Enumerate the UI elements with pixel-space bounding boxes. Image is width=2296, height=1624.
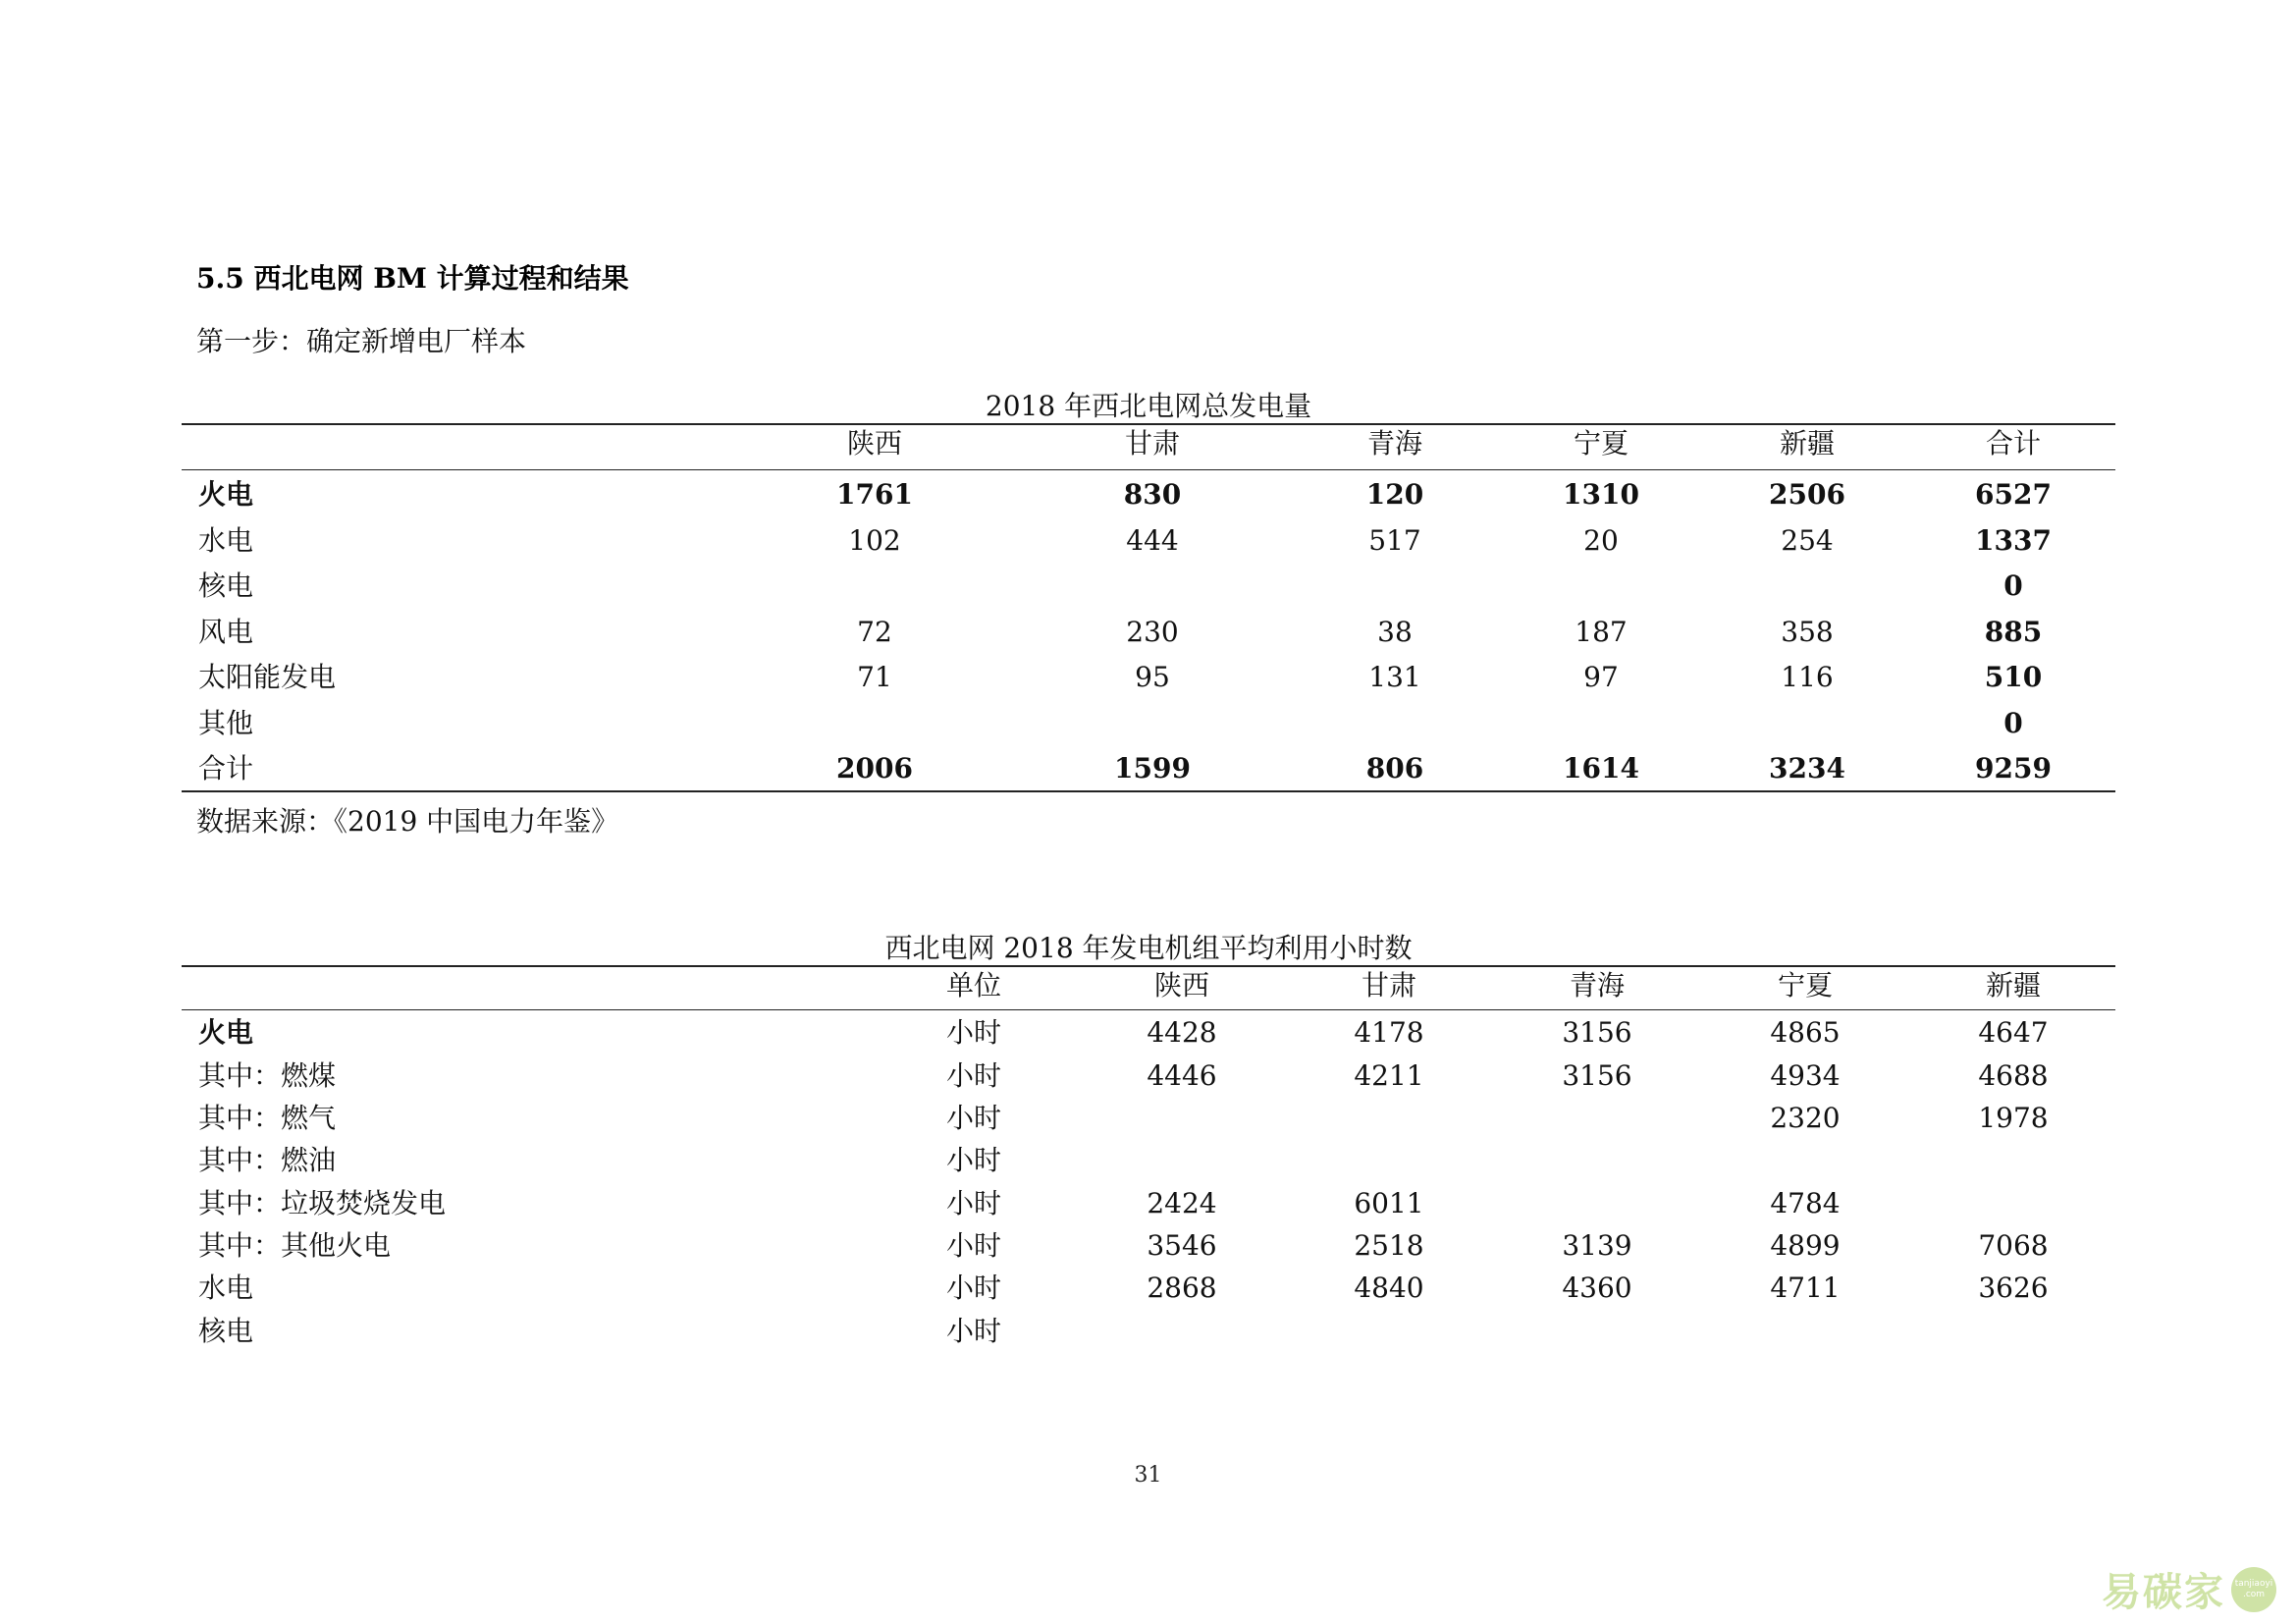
table2-cell: 4840 [1354,1272,1424,1304]
table2-column-header: 青海 [1569,969,1626,1001]
table1-row-label: 其他 [198,707,254,739]
table1-cell: 9259 [1975,752,2052,785]
table1-column-header: 甘肃 [1124,427,1181,460]
table1-row-label: 核电 [198,569,254,602]
table2-cell: 3156 [1562,1059,1632,1092]
table2-cell: 3626 [1978,1272,2049,1304]
table2-row-label: 火电 [198,1016,254,1049]
table2-cell: 3546 [1147,1229,1217,1262]
table1-cell: 806 [1365,752,1424,785]
table1-cell: 444 [1126,524,1179,557]
table1-column-header: 青海 [1366,427,1423,460]
table2-cell: 4865 [1770,1016,1841,1049]
table2-cell: 2424 [1147,1187,1217,1219]
table1-column-header: 宁夏 [1573,427,1629,460]
table1-cell: 120 [1365,478,1424,511]
table1-cell: 358 [1781,616,1834,648]
table2-column-header: 单位 [945,969,1002,1001]
table2-column-header: 甘肃 [1361,969,1417,1001]
table2-row-label: 其中：燃煤 [198,1059,337,1092]
table2-column-header: 新疆 [1985,969,2042,1001]
table1-cell: 97 [1583,661,1619,693]
table2-row-label: 其中：垃圾焚烧发电 [198,1187,447,1219]
table2-unit-cell: 小时 [945,1016,1002,1049]
table1-cell: 72 [857,616,892,648]
table2-cell: 3139 [1562,1229,1632,1262]
table1-bottom-rule [182,790,2115,792]
table1-cell: 116 [1781,661,1834,693]
table2-cell: 4711 [1770,1272,1841,1304]
table2-cell: 4360 [1562,1272,1632,1304]
watermark-domain-badge [2231,1567,2276,1612]
table2-caption: 西北电网 2018 年发电机组平均利用小时数 [884,932,1413,964]
table1-cell: 2506 [1769,478,1845,511]
table1-cell: 1310 [1563,478,1639,511]
table1-cell: 1614 [1563,752,1639,785]
table1-column-header: 合计 [1985,427,2042,460]
table1-cell: 517 [1368,524,1421,557]
table2-row-label: 水电 [198,1272,254,1304]
table1-cell: 71 [857,661,892,693]
table1-cell: 1337 [1975,524,2052,557]
table2-cell: 2868 [1147,1272,1217,1304]
table2-cell: 4178 [1354,1016,1424,1049]
table2-cell: 2518 [1354,1229,1424,1262]
table1-cell: 20 [1583,524,1619,557]
table1-cell: 2006 [836,752,913,785]
table1-cell: 6527 [1975,478,2052,511]
table2-cell: 4211 [1354,1059,1424,1092]
table2-cell: 4428 [1147,1016,1217,1049]
table2-column-header: 陕西 [1153,969,1210,1001]
table1-cell: 510 [1984,661,2043,693]
table1-caption: 2018 年西北电网总发电量 [985,390,1312,422]
table1-cell: 102 [848,524,901,557]
table1-column-header: 陕西 [846,427,903,460]
watermark-brand: 易碳家 [2102,1570,2225,1615]
section-heading: 5.5 西北电网 BM 计算过程和结果 [196,262,629,295]
table1-cell: 0 [2003,569,2023,602]
table2-row-label: 其中：燃气 [198,1102,337,1134]
table2-unit-cell: 小时 [945,1102,1002,1134]
table2-unit-cell: 小时 [945,1059,1002,1092]
table2-cell: 4934 [1770,1059,1841,1092]
table1-cell: 830 [1123,478,1182,511]
watermark-logo [2102,1561,2276,1617]
table1-cell: 131 [1368,661,1421,693]
table1-cell: 3234 [1769,752,1845,785]
table1-row-label: 水电 [198,524,254,557]
table1-row-label: 火电 [198,478,254,511]
table2-header-rule [182,1009,2115,1010]
table2-cell: 4688 [1978,1059,2049,1092]
table1-cell: 95 [1135,661,1170,693]
table1-cell: 38 [1377,616,1413,648]
table1-cell: 254 [1781,524,1834,557]
table2-cell: 3156 [1562,1016,1632,1049]
table2-unit-cell: 小时 [945,1315,1002,1347]
page-number: 31 [1134,1463,1162,1488]
table2-unit-cell: 小时 [945,1187,1002,1219]
table2-row-label: 其中：燃油 [198,1144,337,1176]
table1-top-rule [182,423,2115,425]
table2-column-header: 宁夏 [1777,969,1834,1001]
table1-cell: 230 [1126,616,1179,648]
table1-cell: 1599 [1114,752,1191,785]
table2-unit-cell: 小时 [945,1144,1002,1176]
table2-row-label: 其中：其他火电 [198,1229,392,1262]
table1-cell: 885 [1984,616,2043,648]
table1-column-header: 新疆 [1779,427,1836,460]
table2-cell: 4784 [1770,1187,1841,1219]
watermark-domain-bottom: .com [2242,1589,2266,1599]
table2-top-rule [182,965,2115,967]
table1-row-label: 太阳能发电 [198,661,337,693]
table2-cell: 4446 [1147,1059,1217,1092]
table2-cell: 4899 [1770,1229,1841,1262]
table1-source: 数据来源：《2019 中国电力年鉴》 [196,805,619,838]
table2-cell: 4647 [1978,1016,2049,1049]
watermark-domain-top: tanjiaoyi [2234,1578,2273,1589]
table1-cell: 0 [2003,707,2023,739]
table2-cell: 2320 [1770,1102,1841,1134]
table1-cell: 1761 [836,478,913,511]
table1-row-label: 风电 [198,616,254,648]
table2-unit-cell: 小时 [945,1229,1002,1262]
step-text: 第一步：确定新增电厂样本 [196,325,527,357]
table1-cell: 187 [1575,616,1628,648]
table2-cell: 1978 [1978,1102,2049,1134]
table2-cell: 7068 [1978,1229,2049,1262]
table1-row-label: 合计 [198,752,254,785]
table1-header-rule [182,469,2115,470]
table2-unit-cell: 小时 [945,1272,1002,1304]
table2-row-label: 核电 [198,1315,254,1347]
table2-cell: 6011 [1354,1187,1424,1219]
